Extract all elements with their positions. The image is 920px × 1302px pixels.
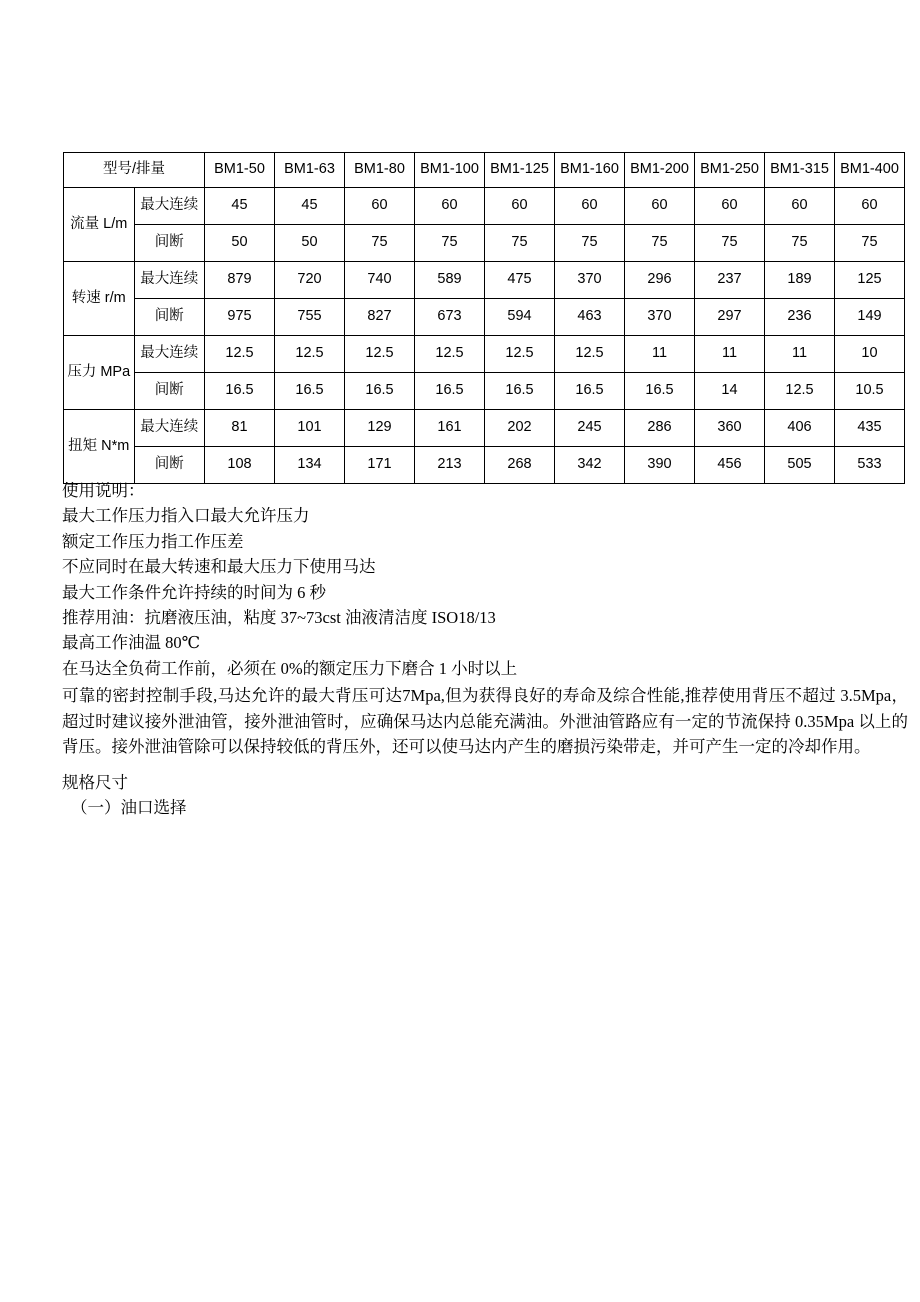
table-cell: 75	[555, 225, 625, 262]
table-cell: 342	[555, 447, 625, 484]
column-header-model: BM1-250	[695, 153, 765, 188]
table-cell: 475	[485, 262, 555, 299]
table-cell: 125	[835, 262, 905, 299]
row-sub-label: 间断	[134, 225, 205, 262]
note-line-6: 最高工作油温 80℃	[62, 633, 201, 653]
note-line-2: 额定工作压力指工作压差	[62, 531, 244, 551]
row-sub-label: 间断	[134, 299, 205, 336]
notes-heading: 使用说明：	[62, 481, 145, 500]
table-cell: 370	[625, 299, 695, 336]
table-cell: 16.5	[625, 373, 695, 410]
table-cell: 12.5	[415, 336, 485, 373]
table-cell: 75	[695, 225, 765, 262]
table-cell: 390	[625, 447, 695, 484]
column-header-model: BM1-63	[275, 153, 345, 188]
table-cell: 75	[835, 225, 905, 262]
table-cell: 16.5	[205, 373, 275, 410]
table-cell: 129	[345, 410, 415, 447]
table-cell: 296	[625, 262, 695, 299]
note-line-3: 不应同时在最大转速和最大压力下使用马达	[62, 557, 376, 577]
table-cell: 268	[485, 447, 555, 484]
note-line-1: 最大工作压力指入口最大允许压力	[62, 506, 310, 526]
table-cell: 11	[625, 336, 695, 373]
table-cell: 236	[765, 299, 835, 336]
table-cell: 10.5	[835, 373, 905, 410]
table-cell: 134	[275, 447, 345, 484]
table-cell: 75	[415, 225, 485, 262]
table-cell: 370	[555, 262, 625, 299]
table-cell: 60	[835, 188, 905, 225]
table-cell: 12.5	[555, 336, 625, 373]
column-header-model: BM1-200	[625, 153, 695, 188]
column-header-model: BM1-160	[555, 153, 625, 188]
table-cell: 589	[415, 262, 485, 299]
table-cell: 60	[765, 188, 835, 225]
table-cell: 11	[765, 336, 835, 373]
table-cell: 12.5	[275, 336, 345, 373]
table-cell: 45	[205, 188, 275, 225]
table-cell: 50	[205, 225, 275, 262]
table-cell: 14	[695, 373, 765, 410]
subsection-port-selection: （一）油口选择	[71, 798, 187, 818]
table-cell: 50	[275, 225, 345, 262]
table-cell: 12.5	[345, 336, 415, 373]
table-cell: 10	[835, 336, 905, 373]
table-cell: 11	[695, 336, 765, 373]
table-cell: 213	[415, 447, 485, 484]
table-cell: 60	[555, 188, 625, 225]
table-row	[64, 336, 905, 373]
table-cell: 75	[765, 225, 835, 262]
table-cell: 245	[555, 410, 625, 447]
row-group-label: 转速 r/m	[64, 262, 135, 336]
row-group-label: 压力 MPa	[64, 336, 135, 410]
spec-table-container	[63, 152, 905, 484]
table-cell: 406	[765, 410, 835, 447]
table-cell: 16.5	[555, 373, 625, 410]
row-sub-label: 最大连续	[134, 262, 205, 299]
table-cell: 108	[205, 447, 275, 484]
table-cell: 879	[205, 262, 275, 299]
section-title-dimensions: 规格尺寸	[62, 773, 128, 792]
table-cell: 297	[695, 299, 765, 336]
table-cell: 673	[415, 299, 485, 336]
table-cell: 16.5	[275, 373, 345, 410]
motor-specification-table	[63, 152, 905, 484]
table-cell: 286	[625, 410, 695, 447]
dimensions-section	[62, 770, 562, 821]
table-row	[64, 410, 905, 447]
table-cell: 975	[205, 299, 275, 336]
table-cell: 60	[625, 188, 695, 225]
table-cell: 60	[415, 188, 485, 225]
row-sub-label: 间断	[134, 447, 205, 484]
note-line-7: 在马达全负荷工作前，必须在 0%的额定压力下磨合 1 小时以上	[62, 658, 518, 678]
table-cell: 161	[415, 410, 485, 447]
table-cell: 75	[625, 225, 695, 262]
table-row	[64, 225, 905, 262]
table-cell: 463	[555, 299, 625, 336]
table-row	[64, 188, 905, 225]
row-sub-label: 最大连续	[134, 410, 205, 447]
table-cell: 101	[275, 410, 345, 447]
table-header-row	[64, 153, 905, 188]
row-sub-label: 最大连续	[134, 188, 205, 225]
table-cell: 45	[275, 188, 345, 225]
table-cell: 81	[205, 410, 275, 447]
note-line-4: 最大工作条件允许持续的时间为 6 秒	[62, 582, 326, 602]
table-row	[64, 262, 905, 299]
table-cell: 533	[835, 447, 905, 484]
row-sub-label: 最大连续	[134, 336, 205, 373]
table-row	[64, 299, 905, 336]
row-sub-label: 间断	[134, 373, 205, 410]
table-row	[64, 373, 905, 410]
table-cell: 456	[695, 447, 765, 484]
usage-notes-block	[62, 478, 908, 759]
table-cell: 740	[345, 262, 415, 299]
column-header-model: BM1-50	[205, 153, 275, 188]
table-cell: 189	[765, 262, 835, 299]
column-header-model: BM1-315	[765, 153, 835, 188]
header-model-label: 型号/排量	[64, 153, 205, 188]
table-cell: 505	[765, 447, 835, 484]
row-group-label: 扭矩 N*m	[64, 410, 135, 484]
table-cell: 720	[275, 262, 345, 299]
table-cell: 60	[695, 188, 765, 225]
table-cell: 16.5	[415, 373, 485, 410]
note-line-5: 推荐用油：抗磨液压油，粘度 37~73cst 油液清洁度 ISO18/13	[62, 608, 496, 628]
table-cell: 16.5	[485, 373, 555, 410]
table-cell: 237	[695, 262, 765, 299]
row-group-label: 流量 L/m	[64, 188, 135, 262]
column-header-model: BM1-100	[415, 153, 485, 188]
table-cell: 149	[835, 299, 905, 336]
table-cell: 594	[485, 299, 555, 336]
column-header-model: BM1-400	[835, 153, 905, 188]
table-cell: 60	[345, 188, 415, 225]
table-cell: 12.5	[765, 373, 835, 410]
table-cell: 75	[485, 225, 555, 262]
table-cell: 360	[695, 410, 765, 447]
table-cell: 16.5	[345, 373, 415, 410]
table-cell: 12.5	[205, 336, 275, 373]
table-cell: 75	[345, 225, 415, 262]
column-header-model: BM1-80	[345, 153, 415, 188]
table-cell: 12.5	[485, 336, 555, 373]
table-cell: 202	[485, 410, 555, 447]
table-cell: 60	[485, 188, 555, 225]
table-cell: 755	[275, 299, 345, 336]
column-header-model: BM1-125	[485, 153, 555, 188]
table-cell: 171	[345, 447, 415, 484]
back-pressure-paragraph: 可靠的密封控制手段,马达允许的最大背压可达7Mpa,但为获得良好的寿命及综合性能,推荐使用背压不超过 3.5Mpa，超过时建议接外泄油管，接外泄油管时，应确保马达内总能充满油。外泄油管路应有一定的节流保持 0.35Mpa 以上的背压。接外泄油管除可以保持较低的背压外，还可以使马达内产生的磨损污染带走，并可产生一定的冷却作用。	[62, 686, 908, 757]
table-cell: 827	[345, 299, 415, 336]
table-cell: 435	[835, 410, 905, 447]
